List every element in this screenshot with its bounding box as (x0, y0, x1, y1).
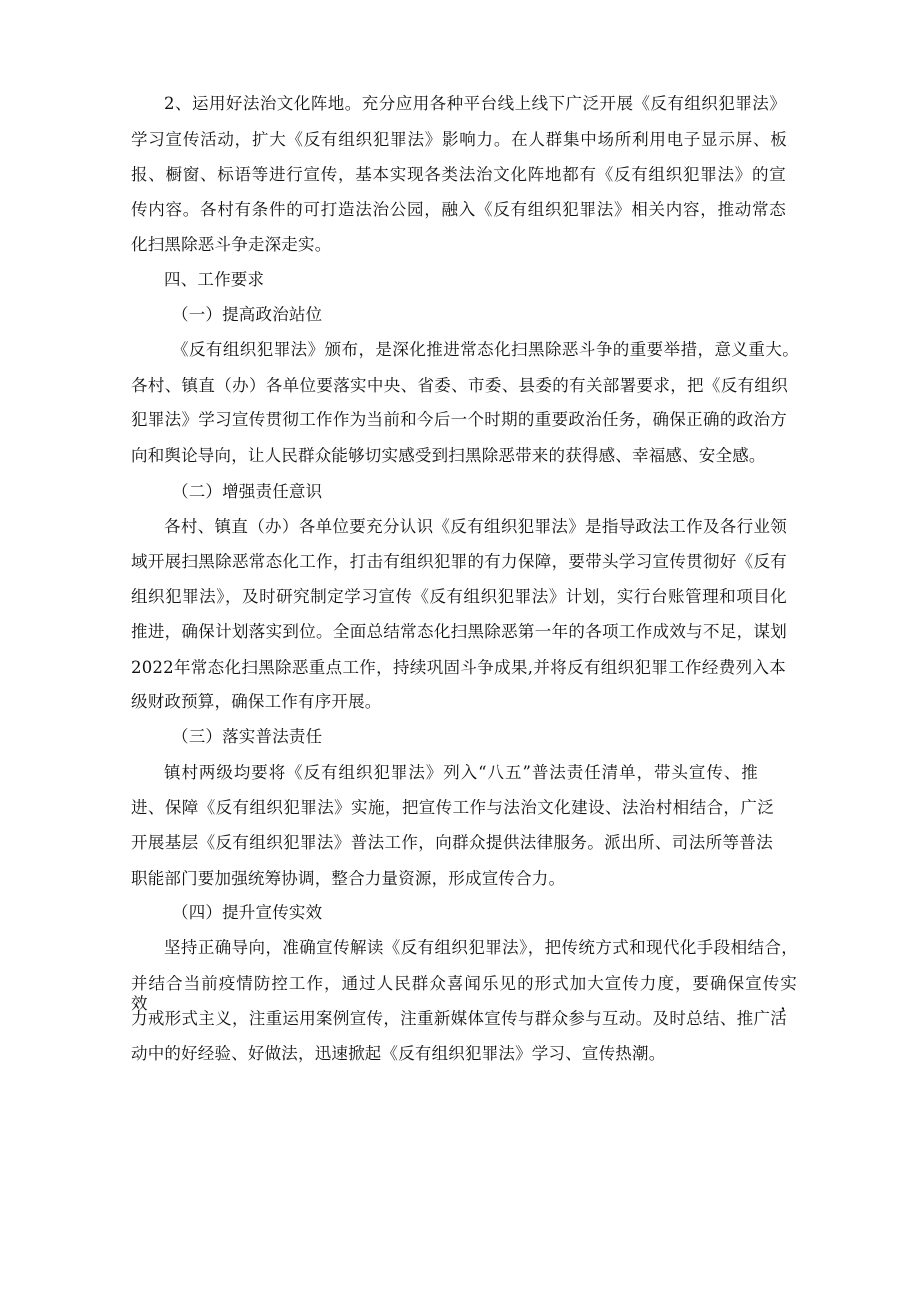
text-line: 《反有组织犯罪法》颁布，是深化推进常态化扫黑除恶斗争的重要举措，意义重大。 (172, 340, 799, 359)
text-line: 开展基层《反有组织犯罪法》普法工作，向群众提供法律服务。派出所、司法所等普法 (131, 833, 773, 852)
text-line: 职能部门要加强统筹协调，整合力量资源，形成宣传合力。 (131, 869, 566, 888)
text-line: 进、保障《反有组织犯罪法》实施，把宣传工作与法治文化建设、法治村相结合，广泛 (131, 798, 774, 817)
text-line: 推进，确保计划落实到位。全面总结常态化扫黑除恶第一年的各项工作成效与不足，谋划 (131, 622, 787, 641)
text-line: 力戒形式主义，注重运用案例宣传，注重新媒体宣传与群众参与互动。及时总结、推广活 (131, 1009, 787, 1028)
text-line: 动中的好经验、好做法，迅速掀起《反有组织犯罪法》学习、宣传热潮。 (131, 1044, 666, 1063)
text-line: 域开展扫黑除恶常态化工作，打击有组织犯罪的有力保障，要带头学习宣传贯彻好《反有 (131, 552, 787, 571)
text-line: 坚持正确导向，准确宣传解读《反有组织犯罪法》，把传统方式和现代化手段相结合， (164, 938, 798, 957)
text-line: 犯罪法》学习宣传贯彻工作作为当前和今后一个时期的重要政治任务，确保正确的政治方 (131, 410, 787, 429)
text-line: 传内容。各村有条件的可打造法治公园，融入《反有组织犯罪法》相关内容，推动常态 (131, 200, 786, 219)
text-line: 2022年常态化扫黑除恶重点工作，持续巩固斗争成果,并将反有组织犯罪工作经费列入本 (131, 658, 786, 677)
section-heading: 四、工作要求 (164, 270, 265, 289)
subsection-heading: （三）落实普法责任 (172, 727, 323, 746)
text-line: 学习宣传活动，扩大《反有组织犯罪法》影响力。在人群集中场所利用电子显示屏、板 (131, 130, 787, 149)
text-line: 并结合当前疫情防控工作，通过人民群众喜闻乐见的形式加大宣传力度，要确保宣传实效， (131, 974, 797, 1013)
text-line: 向和舆论导向，让人民群众能够切实感受到扫黑除恶带来的获得感、幸福感、安全感。 (131, 446, 766, 465)
text-line: 2、运用好法治文化阵地。充分应用各种平台线上线下广泛开展《反有组织犯罪法》 (164, 94, 786, 113)
text-line: 级财政预算，确保工作有序开展。 (131, 692, 382, 711)
text-line: 各村、镇直（办）各单位要落实中央、省委、市委、县委的有关部署要求，把《反有组织 (131, 376, 788, 395)
subsection-heading: （四）提升宣传实效 (172, 903, 323, 922)
text-line: 报、橱窗、标语等进行宣传，基本实现各类法治文化阵地都有《反有组织犯罪法》的宣 (131, 165, 786, 184)
subsection-heading: （一）提高政治站位 (172, 305, 323, 324)
text-line: 各村、镇直（办）各单位要充分认识《反有组织犯罪法》是指导政法工作及各行业领 (164, 517, 787, 536)
subsection-heading: （二）增强责任意识 (172, 482, 323, 501)
text-line: 组织犯罪法》，及时研究制定学习宣传《反有组织犯罪法》计划，实行台账管理和项目化 (131, 587, 787, 606)
text-line: 化扫黑除恶斗争走深走实。 (131, 235, 332, 254)
text-line: 镇村两级均要将《反有组织犯罪法》列入“八五”普法责任清单，带头宣传、推 (164, 763, 758, 782)
